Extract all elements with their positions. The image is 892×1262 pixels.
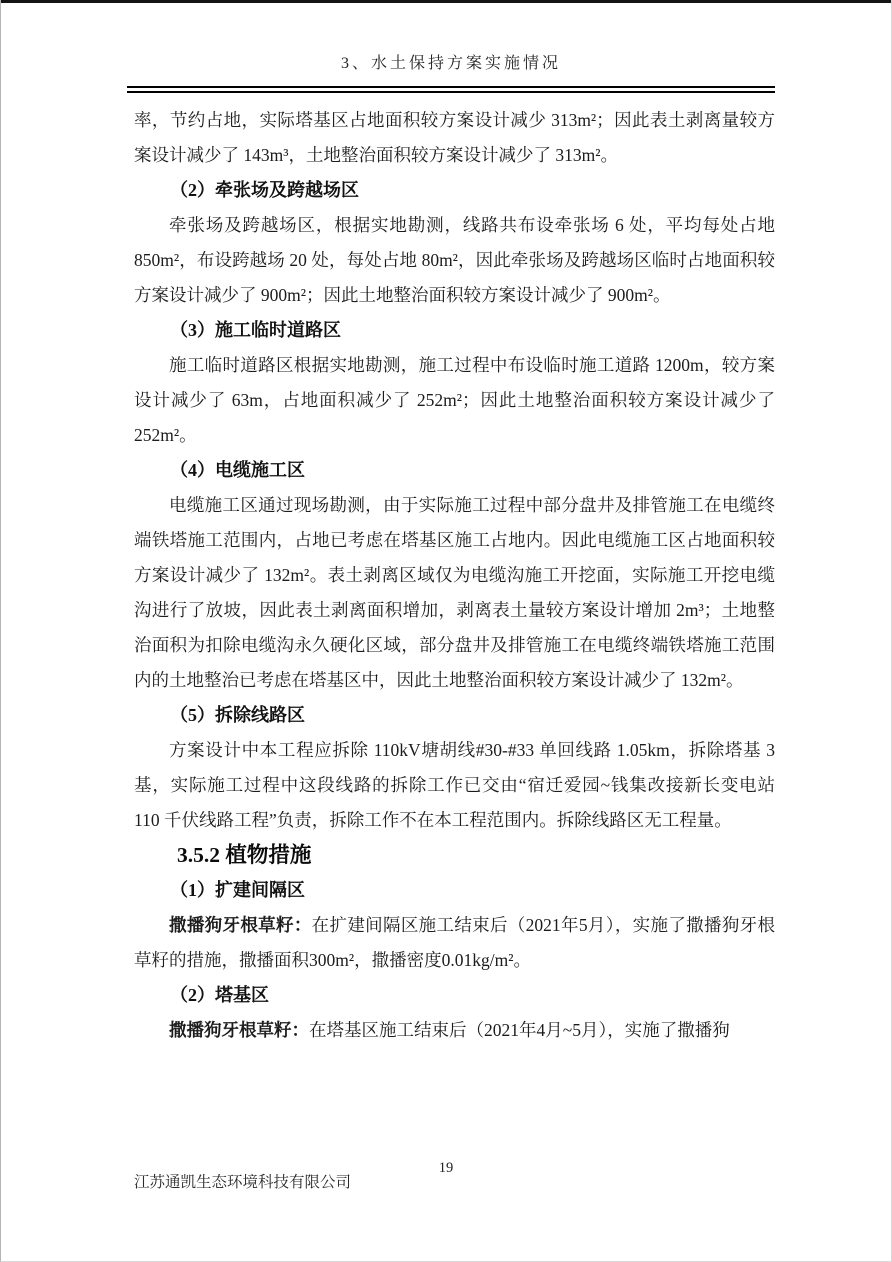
subsection-1-paragraph: [134, 908, 775, 978]
subsection-1-heading: （1）扩建间隔区: [170, 879, 305, 900]
paragraph-continuation: 率，节约占地，实际塔基区占地面积较方案设计减少 313m²；因此表土剥离量较方案设计减少了 143m³，土地整治面积较方案设计减少了 313m²。: [134, 110, 775, 165]
page-content: [134, 103, 775, 1048]
section-2-heading: （2）牵张场及跨越场区: [170, 180, 359, 200]
section-3-5-2-heading: 3.5.2 植物措施: [177, 843, 312, 868]
footer-company-name: 江苏通凯生态环境科技有限公司: [134, 1174, 352, 1191]
section-3-paragraph: 施工临时道路区根据实地勘测，施工过程中布设临时施工道路 1200m，较方案设计减少了 63m，占地面积减少了 252m²；因此土地整治面积较方案设计减少了 252m²。: [134, 355, 775, 446]
section-2-paragraph: 牵张场及跨越场区，根据实地勘测，线路共布设牵张场 6 处，平均每处占地 850m²，布设跨越场 20 处，每处占地 80m²，因此牵张场及跨越场区临时占地面积较方案设计减少了 900m²；因此土地整治面积较方案设计减少了 900m²。: [134, 215, 775, 306]
subsection-1-text: 在扩建间隔区施工结束后（2021年5月），实施了撒播狗牙根草籽的措施，撒播面积300m²，撒播密度0.01kg/m²。: [134, 914, 776, 970]
section-5-heading: （5）拆除线路区: [170, 705, 305, 726]
section-3-heading: （3）施工临时道路区: [170, 320, 341, 341]
subsection-2-heading: （2）塔基区: [170, 984, 269, 1005]
section-4-heading: （4）电缆施工区: [170, 460, 305, 481]
subsection-2-paragraph: [134, 1013, 775, 1048]
section-5-paragraph: 方案设计中本工程应拆除 110kV塘胡线#30-#33 单回线路 1.05km，拆除塔基 3 基，实际施工过程中这段线路的拆除工作已交由“宿迁爱园~钱集改接新长变电站 110 千伏线路工程”负责，拆除工作不在本工程范围内。拆除线路区无工程量。: [134, 740, 775, 831]
page-top-edge: [1, 0, 891, 3]
subsection-2-text: 在塔基区施工结束后（2021年4月~5月），实施了撒播狗: [309, 1019, 730, 1040]
subsection-1-lead: 撒播狗牙根草籽：: [169, 914, 312, 935]
subsection-2-lead: 撒播狗牙根草籽：: [169, 1019, 309, 1040]
header-rule: [127, 86, 775, 93]
section-4-paragraph: 电缆施工区通过现场勘测，由于实际施工过程中部分盘井及排管施工在电缆终端铁塔施工范围内，占地已考虑在塔基区施工占地内。因此电缆施工区占地面积较方案设计减少了 132m²。表土剥离区域仅为电缆沟施工开挖面，实际施工开挖电缆沟进行了放坡，因此表土剥离面积增加，剥离表土量较方案设计增加 2m³；土地整治面积为扣除电缆沟永久硬化区域，部分盘井及排管施工在电缆终端铁塔施工范围内的土地整治已考虑在塔基区中，因此土地整治面积较方案设计减少了 132m²。: [134, 495, 775, 691]
running-header-title: 3、水土保持方案实施情况: [340, 55, 561, 72]
page-number: 19: [438, 1160, 454, 1176]
